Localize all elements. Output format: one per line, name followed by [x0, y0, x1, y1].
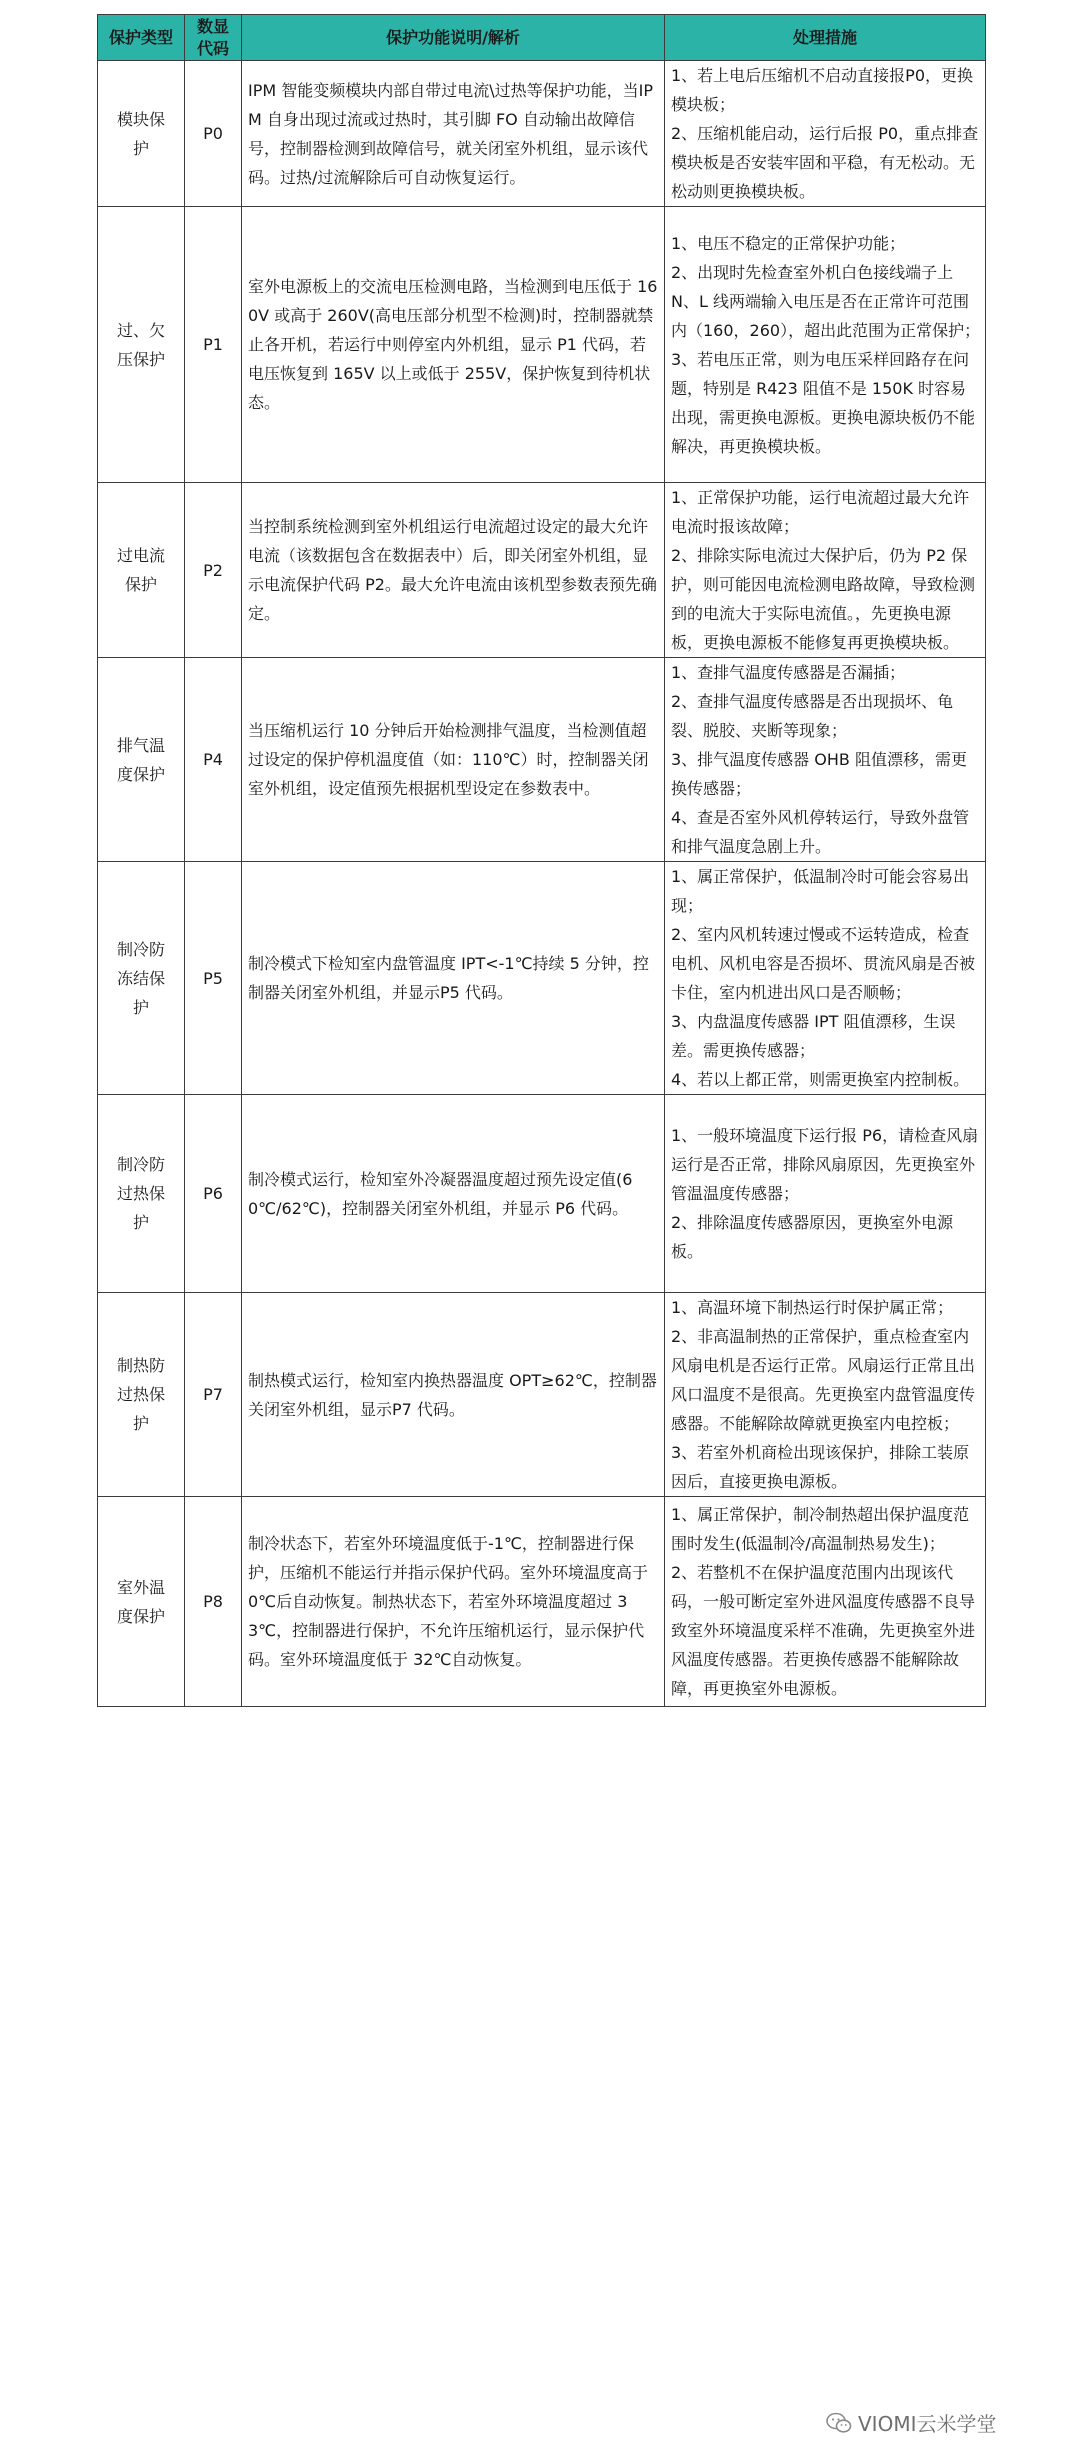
row-actions [665, 61, 986, 207]
action-step: 2、排除实际电流过大保护后，仍为 P2 保护，则可能因电流检测电路故障，导致检测到的电流大于实际电流值。，先更换电源板，更换电源板不能修复再更换模块板。 [671, 546, 976, 652]
action-step: 1、高温环境下制热运行时保护属正常； [671, 1298, 954, 1317]
action-step: 1、正常保护功能，运行电流超过最大允许电流时报该故障； [671, 488, 970, 536]
action-step: 2、非高温制热的正常保护，重点检查室内风扇电机是否运行正常。风扇运行正常且出风口温度不是很高。先更换室内盘管温度传感器。不能解除故障就更换室内电控板； [671, 1327, 976, 1433]
header-action: 处理措施 [665, 15, 986, 61]
row-code: P1 [185, 207, 242, 483]
row-type: 过、欠压保护 [98, 207, 185, 483]
table-row [98, 1497, 986, 1707]
row-type: 室外温度保护 [98, 1497, 185, 1707]
table-row [98, 1095, 986, 1293]
action-step: 2、排除温度传感器原因，更换室外电源板。 [671, 1213, 954, 1261]
action-step: 3、若电压正常，则为电压采样回路存在问题，特别是 R423 阻值不是 150K 时容易出现，需更换电源板。更换电源块板仍不能解决，再更换模块板。 [671, 349, 976, 456]
row-actions [665, 1293, 986, 1497]
action-step: 1、属正常保护，制冷制热超出保护温度范围时发生(低温制冷/高温制热易发生)； [671, 1505, 970, 1553]
action-step: 1、属正常保护，低温制冷时可能会容易出现； [671, 867, 970, 915]
action-step: 1、电压不稳定的正常保护功能； [671, 233, 906, 253]
row-actions [665, 207, 986, 483]
action-step: 1、查排气温度传感器是否漏插； [671, 663, 906, 682]
row-description: 制冷模式运行，检知室外冷凝器温度超过预先设定值(60℃/62℃)，控制器关闭室外机组，并显示 P6 代码。 [242, 1095, 665, 1293]
row-description: 制冷状态下，若室外环境温度低于-1℃，控制器进行保护，压缩机不能运行并指示保护代码。室外环境温度高于 0℃后自动恢复。制热状态下，若室外环境温度超过 33℃，控制器进行保护，不允许压缩机运行，显示保护代码。室外环境温度低于 32℃自动恢复。 [242, 1497, 665, 1707]
action-step: 1、若上电后压缩机不启动直接报P0，更换模块板； [671, 66, 974, 114]
action-step: 3、若室外机商检出现该保护，排除工装原因后，直接更换电源板。 [671, 1443, 970, 1491]
watermark-text: VIOMI云米学堂 [858, 2412, 997, 2436]
action-step: 3、排气温度传感器 OHB 阻值漂移，需更换传感器； [671, 750, 967, 798]
row-description: 制冷模式下检知室内盘管温度 IPT<-1℃持续 5 分钟，控制器关闭室外机组，并显示P5 代码。 [242, 862, 665, 1095]
row-description: 当控制系统检测到室外机组运行电流超过设定的最大允许电流（该数据包含在数据表中）后，即关闭室外机组，显示电流保护代码 P2。最大允许电流由该机型参数表预先确定。 [242, 483, 665, 658]
table-row [98, 862, 986, 1095]
protection-code-table [97, 14, 986, 1707]
row-type: 模块保护 [98, 61, 185, 207]
watermark [826, 2408, 996, 2437]
header-protection-type: 保护类型 [98, 15, 185, 61]
row-actions [665, 658, 986, 862]
action-step: 2、出现时先检查室外机白色接线端子上 N、L 线两端输入电压是否在正常许可范围内（160，260），超出此范围为正常保护； [671, 262, 981, 340]
table-row [98, 483, 986, 658]
wechat-icon [826, 2412, 852, 2434]
header-description: 保护功能说明/解析 [242, 15, 665, 61]
row-code: P8 [185, 1497, 242, 1707]
table-row [98, 658, 986, 862]
action-step: 4、查是否室外风机停转运行，导致外盘管和排气温度急剧上升。 [671, 808, 970, 856]
row-description: IPM 智能变频模块内部自带过电流\过热等保护功能，当IPM 自身出现过流或过热时，其引脚 FO 自动输出故障信号，控制器检测到故障信号，就关闭室外机组，显示该代码。过热/过流解除后可自动恢复运行。 [242, 61, 665, 207]
row-code: P5 [185, 862, 242, 1095]
row-actions [665, 862, 986, 1095]
table-row [98, 61, 986, 207]
row-code: P7 [185, 1293, 242, 1497]
action-step: 2、查排气温度传感器是否出现损坏、龟裂、脱胶、夹断等现象； [671, 692, 954, 740]
row-code: P2 [185, 483, 242, 658]
action-step: 4、若以上都正常，则需更换室内控制板。 [671, 1070, 970, 1089]
row-type: 过电流保护 [98, 483, 185, 658]
row-description: 室外电源板上的交流电压检测电路，当检测到电压低于 160V 或高于 260V(高电压部分机型不检测)时，控制器就禁止各开机，若运行中则停室内外机组，显示 P1 代码，若电压恢复到 165V 以上或低于 255V，保护恢复到待机状态。 [242, 207, 665, 483]
row-actions [665, 1095, 986, 1293]
row-code: P0 [185, 61, 242, 207]
action-step: 1、一般环境温度下运行报 P6，请检查风扇运行是否正常，排除风扇原因，先更换室外管温温度传感器； [671, 1126, 979, 1203]
row-description: 制热模式运行，检知室内换热器温度 OPT≥62℃，控制器关闭室外机组，显示P7 代码。 [242, 1293, 665, 1497]
row-code: P4 [185, 658, 242, 862]
row-type: 排气温度保护 [98, 658, 185, 862]
row-actions [665, 1497, 986, 1707]
action-step: 3、内盘温度传感器 IPT 阻值漂移，生误差。需更换传感器； [671, 1012, 956, 1060]
row-type: 制热防过热保护 [98, 1293, 185, 1497]
table-row [98, 1293, 986, 1497]
action-step: 2、压缩机能启动，运行后报 P0，重点排查模块板是否安装牢固和平稳，有无松动。无松动则更换模块板。 [671, 124, 979, 201]
row-type: 制冷防过热保护 [98, 1095, 185, 1293]
action-step: 2、室内风机转速过慢或不运转造成，检查电机、风机电容是否损坏、贯流风扇是否被卡住，室内机进出风口是否顺畅； [671, 925, 976, 1002]
row-code: P6 [185, 1095, 242, 1293]
table-header-row [98, 15, 986, 61]
header-display-code: 数显代码 [185, 15, 242, 61]
row-actions [665, 483, 986, 658]
row-type: 制冷防冻结保护 [98, 862, 185, 1095]
table-row [98, 207, 986, 483]
row-description: 当压缩机运行 10 分钟后开始检测排气温度，当检测值超过设定的保护停机温度值（如：110℃）时，控制器关闭室外机组，设定值预先根据机型设定在参数表中。 [242, 658, 665, 862]
action-step: 2、若整机不在保护温度范围内出现该代码，一般可断定室外进风温度传感器不良导致室外环境温度采样不准确，先更换室外进风温度传感器。若更换传感器不能解除故障，再更换室外电源板。 [671, 1563, 976, 1698]
